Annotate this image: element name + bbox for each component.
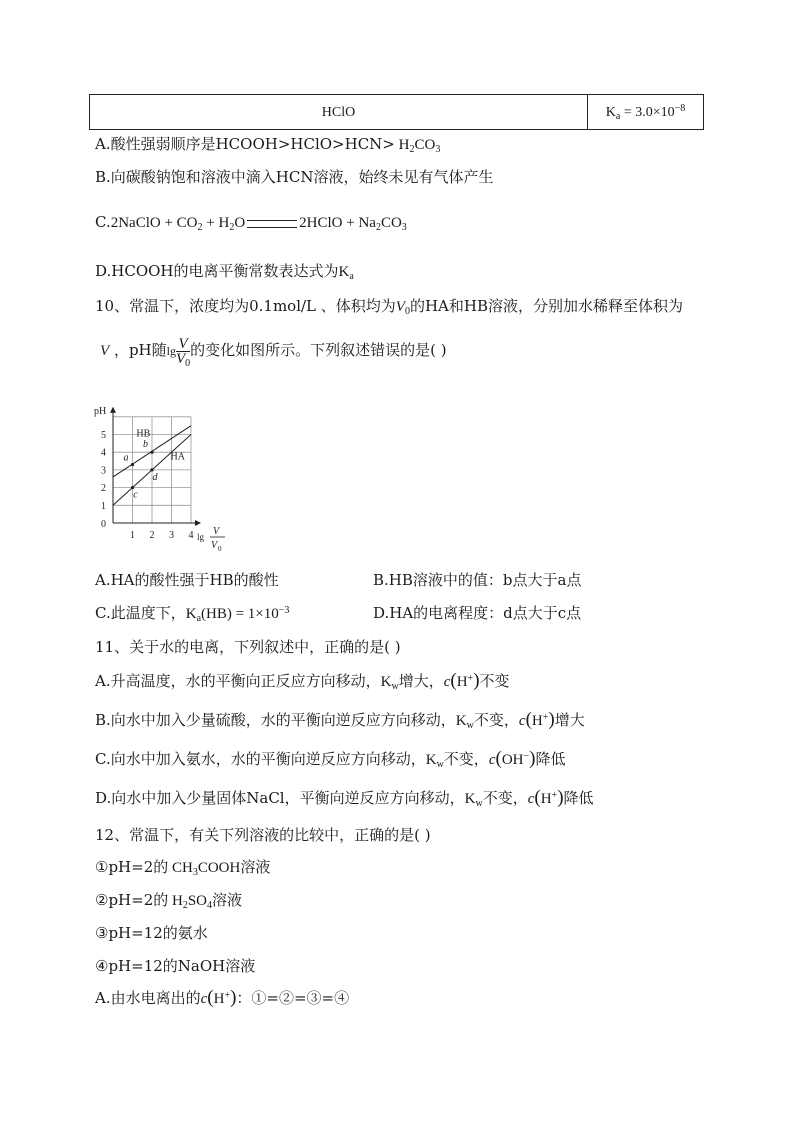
point-label-a: a (123, 452, 129, 464)
q11-option-d: D.向水中加入少量固体NaCl，平衡向逆反应方向移动，$K_w$不变，c(H+)降低 (95, 787, 594, 809)
y-axis-arrow-icon (110, 407, 116, 413)
chart-labels (94, 406, 225, 553)
equals-sign (247, 220, 297, 228)
x-tick-label: 1 (130, 530, 135, 541)
table-cell-ka (588, 95, 704, 130)
q12-option-a: A.由水电离出的c(H+)：①=②=③=④ (95, 987, 350, 1008)
q10-stem-line1: 10、常温下，浓度均为0.1mol/L 、体积均为$V_0$的HA和HB溶液，分别加水稀释至体积为 (95, 297, 683, 317)
q12-item-1: ①pH=2的 $CH_3COOH$溶液 (95, 858, 271, 878)
x-tick-label: 4 (188, 530, 194, 541)
q12-item-4: ④pH=12的NaOH溶液 (95, 957, 256, 975)
q12-stem: 12、常温下，有关下列溶液的比较中，正确的是( ) (95, 826, 431, 844)
q10-option-c: C.此温度下，$K_a(HB) = 1\times 10^{-3}$ (95, 604, 290, 624)
y-tick-label: 3 (101, 465, 106, 477)
x-tick-label: 2 (149, 530, 155, 541)
point-a (131, 463, 134, 466)
q10-option-b: B.HB溶液中的值：b点大于a点 (373, 571, 582, 589)
q9-option-d: D.HCOOH的电离平衡常数表达式为$K_a$ (95, 262, 354, 282)
point-label-c: c (133, 489, 138, 501)
q12-item-3: ③pH=12的氨水 (95, 924, 208, 942)
q11-option-b: B.向水中加入少量硫酸，水的平衡向逆反应方向移动，$K_w$不变，c(H+)增大 (95, 709, 585, 731)
ph-dilution-chart (92, 383, 232, 553)
q9-option-b: B.向碳酸钠饱和溶液中滴入HCN溶液，始终未见有气体产生 (95, 168, 494, 186)
point-label-d: d (152, 471, 158, 483)
q11-option-a: A.升高温度，水的平衡向正反应方向移动，$K_w$增大，c(H+)不变 (95, 670, 510, 692)
acid-name: HClO (321, 104, 356, 120)
q10-option-d: D.HA的电离程度：d点大于c点 (373, 604, 582, 622)
origin-label: 0 (101, 519, 106, 530)
series-label-ha: HA (170, 451, 185, 463)
x-axis-label-denominator-sub: 0 (218, 545, 222, 553)
q9-option-a: A.酸性强弱顺序是HCOOH>HClO>HCN> $H_2CO_3$ (95, 135, 441, 155)
reaction-equation: 2NaClO + $CO_2 + H_2O$ 2HClO + $Na_2CO_3$ (110, 215, 407, 233)
q10-option-a: A.HA的酸性强于HB的酸性 (95, 571, 279, 589)
ka-table (89, 94, 704, 130)
series-label-hb: HB (136, 428, 151, 440)
q11-stem: 11、关于水的电离，下列叙述中，正确的是( ) (95, 638, 401, 656)
y-tick-label: 1 (101, 500, 106, 512)
q12-item-2: ②pH=2的 $H_2SO_4$溶液 (95, 891, 243, 911)
point-b (150, 451, 153, 454)
y-tick-label: 4 (101, 447, 106, 459)
point-label-b: b (143, 439, 148, 451)
x-axis-label-lg: lg (197, 532, 205, 542)
ka-value: $K_a = 3.0\times 10^{-8}$ (605, 102, 686, 122)
x-axis-label-denominator: V (211, 540, 218, 551)
q10-stem-line2: V ，pH随lg $\frac{V}{V_0}$ 的变化如图所示。下列叙述错误的是( ) (100, 335, 447, 369)
h2co3-formula: $H_2CO_3$ (398, 137, 441, 155)
x-tick-label: 3 (169, 530, 174, 541)
y-tick-label: 2 (101, 483, 106, 495)
y-axis-label: pH (94, 405, 107, 417)
q11-option-c: C.向水中加入氨水，水的平衡向逆反应方向移动，$K_w$不变，c(OH−)降低 (95, 748, 566, 770)
volume-ratio-fraction: $\frac{V}{V_0}$ (175, 335, 191, 369)
q9-option-c: C.2NaClO + $CO_2 + H_2O$ 2HClO + $Na_2CO_3$ (95, 213, 407, 233)
y-tick-label: 5 (101, 430, 106, 441)
x-axis-arrow-icon (195, 520, 201, 526)
x-axis-label-numerator: V (213, 526, 220, 537)
table-cell-acid (90, 95, 588, 130)
